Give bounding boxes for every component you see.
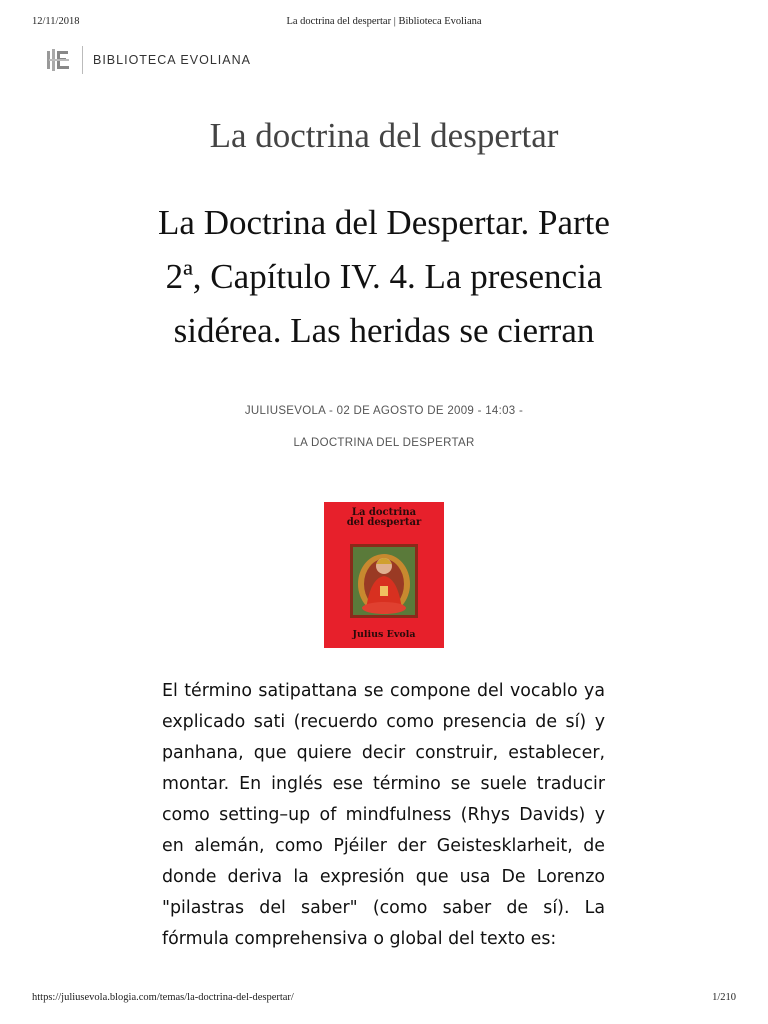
post-body-paragraph: El término satipattana se compone del vocablo ya explicado sati (recuerdo como presencia de sí) y panhana, que quiere decir construir, establecer, montar. En inglés ese término se suele traducir como setting–up of mindfulness (Rhys Davids) y en alemán, como Pjéiler der Geistesklarheit, de donde deriva la expresión que usa De Lorenzo "pilastras del saber" (como saber de sí). La fórmula comprehensiva o global del texto es: (162, 681, 605, 949)
post-title: La Doctrina del Despertar. Parte 2ª, Capítulo IV. 4. La presencia sidérea. Las heridas se cierran (158, 203, 610, 350)
cover-illustration-icon (350, 544, 418, 618)
print-url: https://juliusevola.blogia.com/temas/la-doctrina-del-despertar/ (32, 992, 294, 1003)
book-cover-image (324, 502, 444, 648)
blog-title[interactable]: La doctrina del despertar (209, 116, 559, 155)
post-meta: JULIUSEVOLA - 02 DE AGOSTO DE 2009 - 14:03 - (244, 405, 524, 417)
cover-author: Julius Evola (352, 629, 416, 640)
header-divider (82, 46, 83, 74)
cover-title: La doctrina del despertar (346, 507, 422, 528)
print-header (32, 16, 736, 32)
site-logo-icon[interactable] (46, 47, 72, 73)
print-document-title: La doctrina del despertar | Biblioteca Evoliana (286, 16, 482, 27)
post-category-link[interactable]: LA DOCTRINA DEL DESPERTAR (293, 437, 475, 449)
site-name-link[interactable]: BIBLIOTECA EVOLIANA (93, 53, 251, 67)
print-footer (32, 992, 736, 1006)
print-page-number: 1/210 (712, 992, 736, 1003)
print-date: 12/11/2018 (32, 16, 80, 27)
site-header (46, 44, 251, 76)
